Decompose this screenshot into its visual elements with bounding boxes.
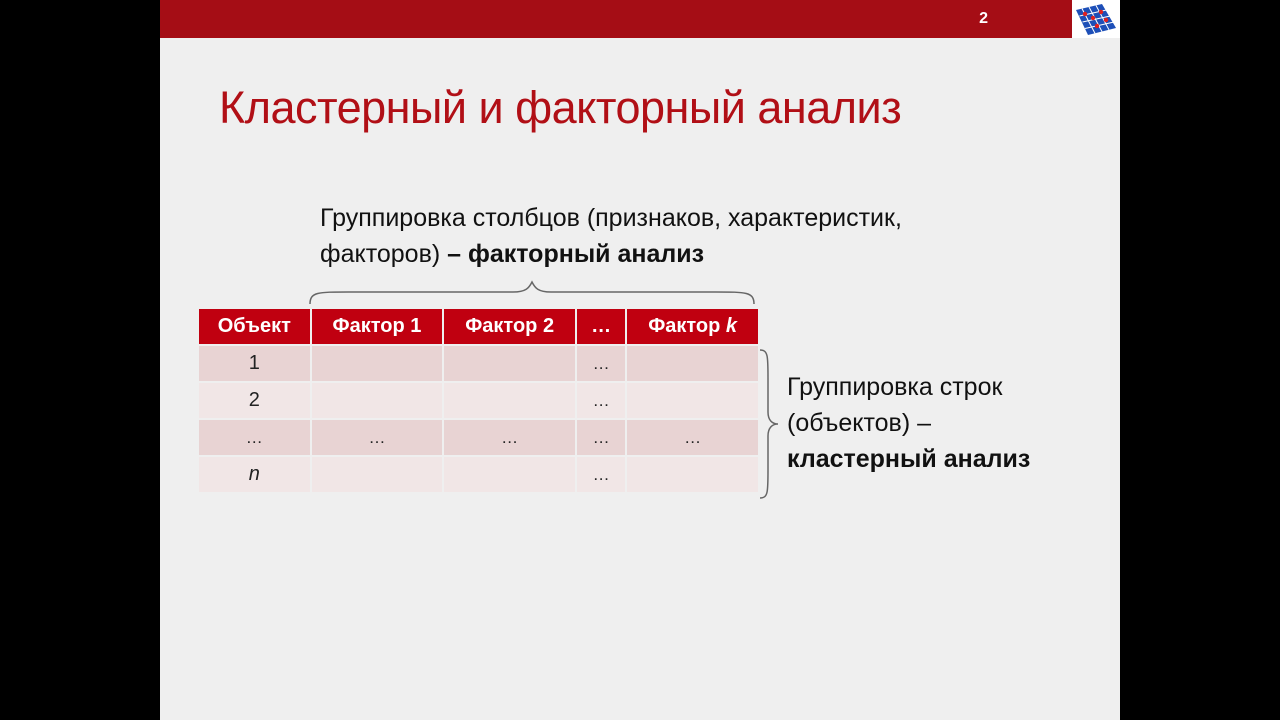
table-cell: 2 bbox=[199, 383, 310, 418]
columns-brace-icon bbox=[308, 280, 758, 308]
table-cell: … bbox=[627, 420, 758, 455]
header-factor-k-label: Фактор bbox=[648, 315, 721, 337]
rows-caption-line1: Группировка строк bbox=[787, 373, 1003, 401]
table-cell: … bbox=[577, 457, 625, 492]
columns-caption-line2: факторов) bbox=[320, 240, 448, 268]
table-cell bbox=[312, 346, 443, 381]
table-cell: … bbox=[577, 383, 625, 418]
table-row bbox=[199, 383, 758, 418]
table-cell: … bbox=[444, 420, 575, 455]
table-row bbox=[199, 457, 758, 492]
table-cell: … bbox=[199, 420, 310, 455]
slide bbox=[160, 0, 1120, 720]
table-cell bbox=[444, 346, 575, 381]
table-cell bbox=[312, 383, 443, 418]
table-cell bbox=[444, 457, 575, 492]
header-factor-2: Фактор 2 bbox=[444, 309, 575, 344]
slide-header-bar bbox=[160, 0, 1072, 38]
table-cell: 1 bbox=[199, 346, 310, 381]
header-ellipsis: … bbox=[577, 309, 625, 344]
table-row bbox=[199, 420, 758, 455]
rows-grouping-caption bbox=[787, 369, 1030, 477]
columns-caption-line1: Группировка столбцов (признаков, характеристик, bbox=[320, 204, 902, 232]
data-table bbox=[197, 307, 760, 494]
grid-chart-logo-icon bbox=[1072, 0, 1120, 38]
header-factor-k bbox=[627, 309, 758, 344]
header-factor-1: Фактор 1 bbox=[312, 309, 443, 344]
rows-brace-icon bbox=[758, 348, 780, 500]
header-factor-k-var: k bbox=[725, 315, 738, 337]
table-cell bbox=[312, 457, 443, 492]
table-cell bbox=[627, 346, 758, 381]
table-cell bbox=[627, 383, 758, 418]
table-cell bbox=[444, 383, 575, 418]
table-cell: … bbox=[577, 420, 625, 455]
columns-caption-emphasis: – факторный анализ bbox=[447, 240, 705, 268]
table-header-row bbox=[199, 309, 758, 344]
table-cell: … bbox=[312, 420, 443, 455]
table-cell bbox=[627, 457, 758, 492]
columns-grouping-caption bbox=[320, 200, 902, 272]
table-cell: n bbox=[199, 457, 310, 492]
table-row bbox=[199, 346, 758, 381]
table-cell: … bbox=[577, 346, 625, 381]
slide-title: Кластерный и факторный анализ bbox=[219, 82, 902, 133]
page-number: 2 bbox=[979, 10, 988, 27]
rows-caption-line2: (объектов) – bbox=[787, 409, 931, 437]
header-object: Объект bbox=[199, 309, 310, 344]
rows-caption-emphasis: кластерный анализ bbox=[787, 445, 1031, 473]
